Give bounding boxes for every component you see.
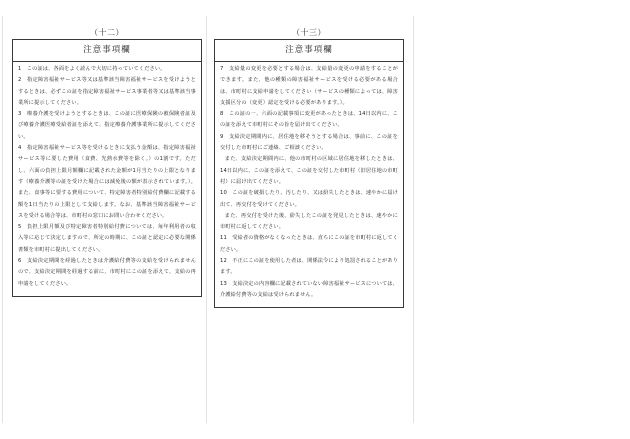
page-number-twelve: （十二） bbox=[90, 28, 124, 37]
note-5: 5 負担上限月額及び特定障害者特別給付費については、毎年利用者の収入等に応じて決定しますので、所定の時期に、この証と認定に必要な関係書類を市町村に提出してください。 bbox=[18, 224, 196, 253]
note-4: 4 指定障害福祉サービス等を受けるときに支払う金額は、指定障害福祉サービス等に要した費用（食費、光熱水費等を除く。）の1割です。ただし、六面の負担上限月額欄に記載された金額が1月当たりの上限となります（療養介護等の証を受けた場合には減免後の額が表示されています。）。また、食事等に要する費用について、特定障害者特別給付費欄に記載する額を1日当たりの上限として支給します。なお、基準該当障害福祉サービスを受ける場合等は、市町村の窓口にお問い合わせください。 bbox=[18, 145, 196, 219]
note-9-continued: また、支給決定期間内に、他の市町村の区域に居住地を移したときは、14日以内に、この証を添えて、この証を交付した市町村（旧居住地の市町村）に届け出てください。 bbox=[220, 156, 398, 185]
notes-heading-right: 注意事項欄 bbox=[215, 40, 403, 62]
note-7: 7 支給量の変更を必要とする場合は、支給量の変更の申請をすることができます。また、他の種類の障害福祉サービスを受ける必要がある場合は、市町村に支給申請をしてください（サービスの種類によっては、障害支援区分の（変更）認定を受ける必要があります。）。 bbox=[220, 66, 398, 106]
page-thirteen-panel bbox=[214, 27, 404, 308]
note-2: 2 指定障害福祉サービス等又は基準該当障害福祉サービスを受けようとするときは、必ずこの証を指定障害福祉サービス事業者等又は基準該当事業所に提示してください。 bbox=[18, 77, 196, 106]
right-margin-line bbox=[413, 16, 414, 423]
note-11: 11 受給者の資格がなくなったときは、直ちにこの証を市町村に返してください。 bbox=[220, 235, 398, 253]
note-6: 6 支給決定期間を経過したときは介護給付費等の支給を受けられませんので、支給決定期間を経過する前に、市町村にこの証を添えて、支給の再申請をしてください。 bbox=[18, 258, 196, 287]
note-10: 10 この証を破損したり、汚したり、又は紛失したときは、速やかに届け出て、再交付を受けてください。 bbox=[220, 190, 398, 208]
note-13: 13 支給決定の内容欄に記載されていない障害福祉サービスについては、介護給付費等の支給は受けられません。 bbox=[220, 280, 398, 298]
notes-frame-right bbox=[214, 39, 404, 308]
note-8: 8 この証の一、六面の記載事項に変更があったときは、14日以内に、この証を添えて市町村にその旨を届け出てください。 bbox=[220, 111, 398, 129]
page-twelve-panel bbox=[12, 27, 202, 297]
notes-body-left bbox=[13, 62, 201, 296]
note-1: 1 この証は、各面をよく読んで大切に持っていてください。 bbox=[18, 66, 166, 72]
notes-body-right bbox=[215, 62, 403, 307]
left-margin-line bbox=[2, 16, 3, 423]
note-3: 3 療養介護を受けようとするときは、この証に医療保険の被保険者証及び療養介護医療受給者証を添えて、指定療養介護事業所に提示してください。 bbox=[18, 111, 196, 140]
notes-heading-left: 注意事項欄 bbox=[13, 40, 201, 62]
note-10-continued: また、再交付を受けた後、紛失したこの証を発見したときは、速やかに市町村に返してください。 bbox=[220, 212, 398, 231]
center-fold-line bbox=[206, 16, 207, 423]
page-number-thirteen: （十三） bbox=[292, 28, 326, 37]
note-9: 9 支給決定期間内に、居住地を移そうとする場合は、事前に、この証を交付した市町村にご連絡、ご相談ください。 bbox=[220, 133, 398, 152]
note-12: 12 不正にこの証を使用した者は、関係法令により処罰されることがあります。 bbox=[220, 258, 398, 276]
notes-frame-left bbox=[12, 39, 202, 297]
